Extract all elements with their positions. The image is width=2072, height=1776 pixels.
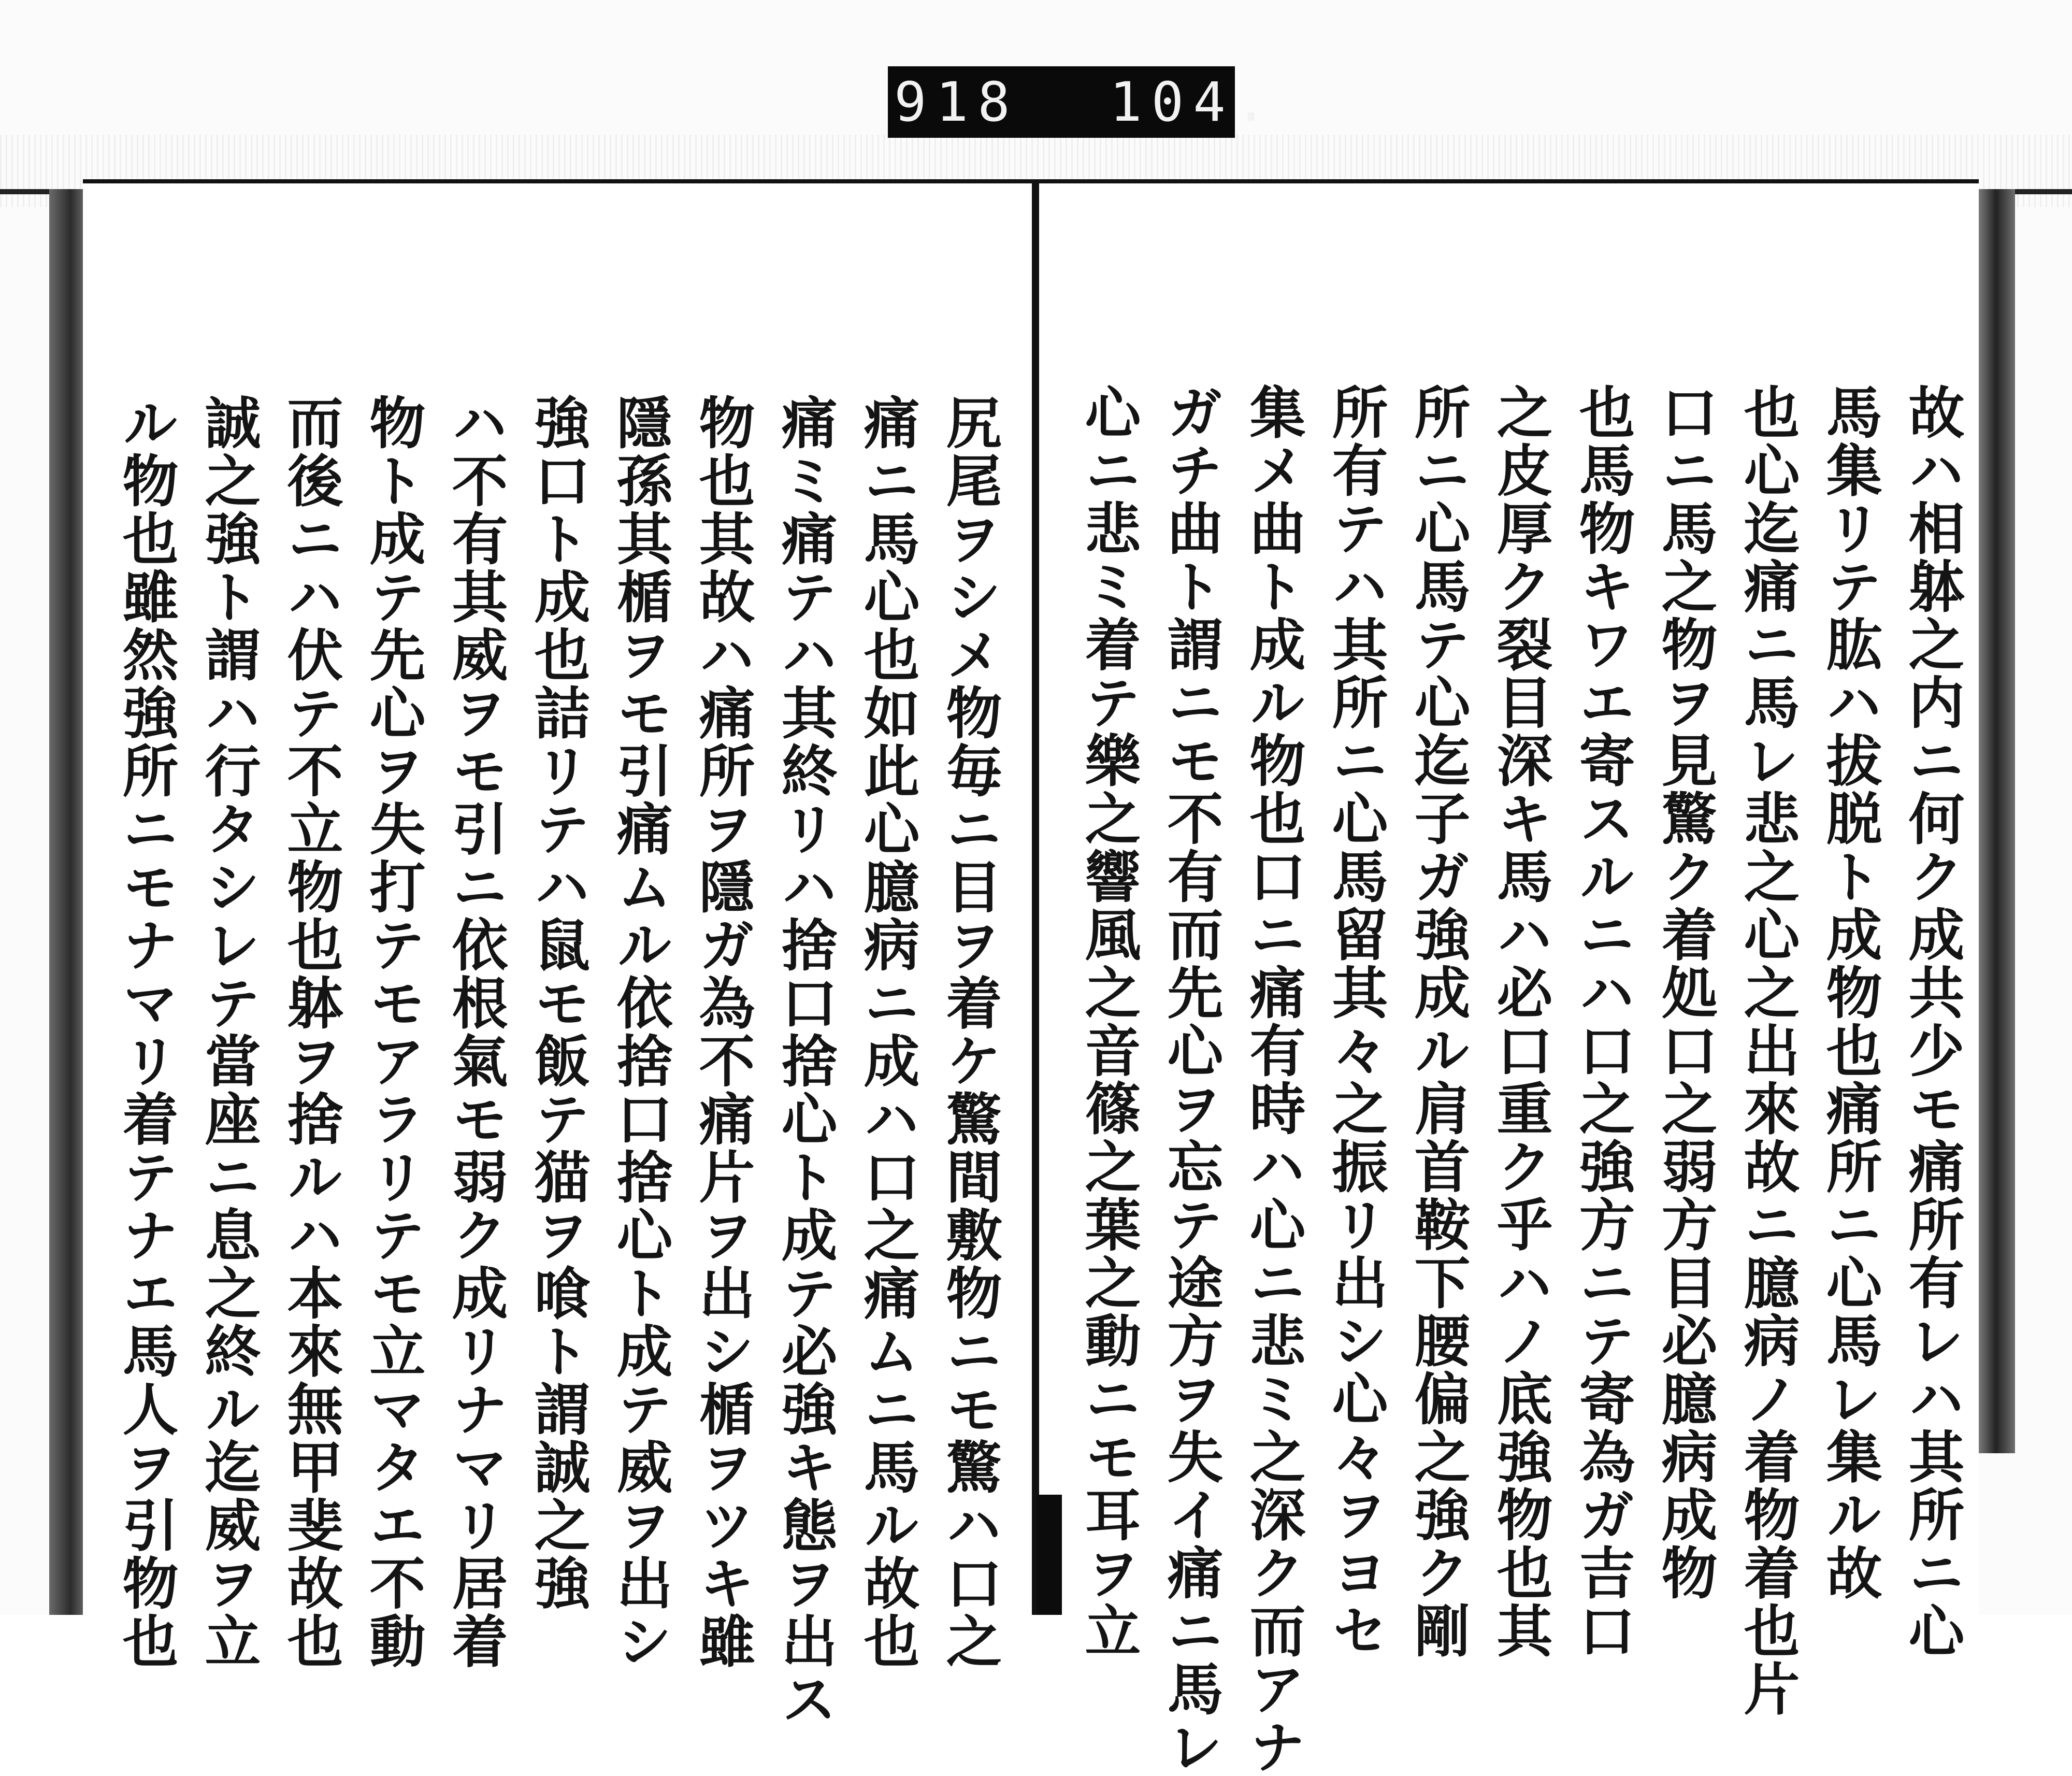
text-column: 也心迄痛ニ馬レ悲之心之出來故ニ臆病ノ着物着也片 — [1734, 383, 1800, 1718]
text-column: 物ト成テ先心ヲ失打テモアラリテモ立マタエ不動 — [360, 394, 425, 1670]
text-column: 誠之強ト謂ハ行タシレテ當座ニ息之終ル迄威ヲ立 — [195, 394, 261, 1670]
text-column: 之皮厚ク裂目深キ馬ハ必口重ク乎ハノ底強物也其 — [1487, 383, 1552, 1660]
catalog-label-left: 918 — [894, 70, 1019, 134]
text-column: 隱孫其楯ヲモ引痛ムル依捨口捨心ト成テ威ヲ出シ — [607, 394, 672, 1670]
text-column: 馬集リテ肱ハ拔脱ト成物也痛所ニ心馬レ集ル故 — [1817, 383, 1882, 1602]
text-column: 痛ニ馬心也如此心臆病ニ成ハ口之痛ムニ馬ル故也 — [854, 394, 919, 1670]
text-column: 也馬物キワエ寄スルニハ口之強方ニテ寄為ガ吉口 — [1570, 383, 1635, 1660]
text-column: 所ニ心馬テ心迄子ガ強成ル肩首鞍下腰偏之強ク剛 — [1405, 383, 1470, 1660]
right-book-edge — [1973, 189, 2015, 1453]
text-column: 痛ミ痛テハ其終リハ捨口捨心ト成テ必強キ態ヲ出ス — [772, 394, 837, 1728]
text-column: 集メ曲ト成ル物也口ニ痛有時ハ心ニ悲ミ之深ク而アナ — [1240, 383, 1305, 1776]
text-column: 而後ニハ伏テ不立物也躰ヲ捨ルハ本來無甲斐故也 — [278, 394, 343, 1670]
text-column: 物也其故ハ痛所ヲ隱ガ為不痛片ヲ出シ楯ヲツキ雖 — [689, 394, 755, 1670]
gutter-dark-block — [1037, 1495, 1062, 1615]
text-column: 口ニ馬之物ヲ見驚ク着処口之弱方目必臆病成物 — [1652, 383, 1717, 1602]
text-column: ハ不有其威ヲモ引ニ依根氣モ弱ク成リナマリ居着 — [442, 394, 508, 1670]
right-page-text — [1075, 383, 1973, 1776]
catalog-label — [888, 66, 1277, 138]
left-page-text — [113, 394, 1010, 1728]
text-column: ガチ曲ト謂ニモ不有而先心ヲ忘テ途方ヲ失イ痛ニ馬レ — [1158, 383, 1223, 1776]
text-column: 故ハ相躰之内ニ何ク成共少モ痛所有レハ其所ニ心 — [1899, 383, 1964, 1660]
book-gutter — [1032, 179, 1039, 1615]
catalog-label-right: 104. — [1110, 70, 1277, 134]
text-column: ル物也雖然強所ニモナマリ着テナエ馬人ヲ引物也 — [113, 394, 178, 1670]
text-column: 強口ト成也詰リテハ鼠モ飯テ猫ヲ喰ト謂誠之強 — [525, 394, 590, 1612]
text-column: 心ニ悲ミ着テ樂之響風之音篠之葉之動ニモ耳ヲ立 — [1075, 383, 1141, 1660]
text-column: 所有テハ其所ニ心馬留其々之振リ出シ心々ヲヨセ — [1322, 383, 1388, 1660]
text-column: 尻尾ヲシメ物毎ニ目ヲ着ケ驚間敷物ニモ驚ハ口之 — [937, 394, 1002, 1670]
